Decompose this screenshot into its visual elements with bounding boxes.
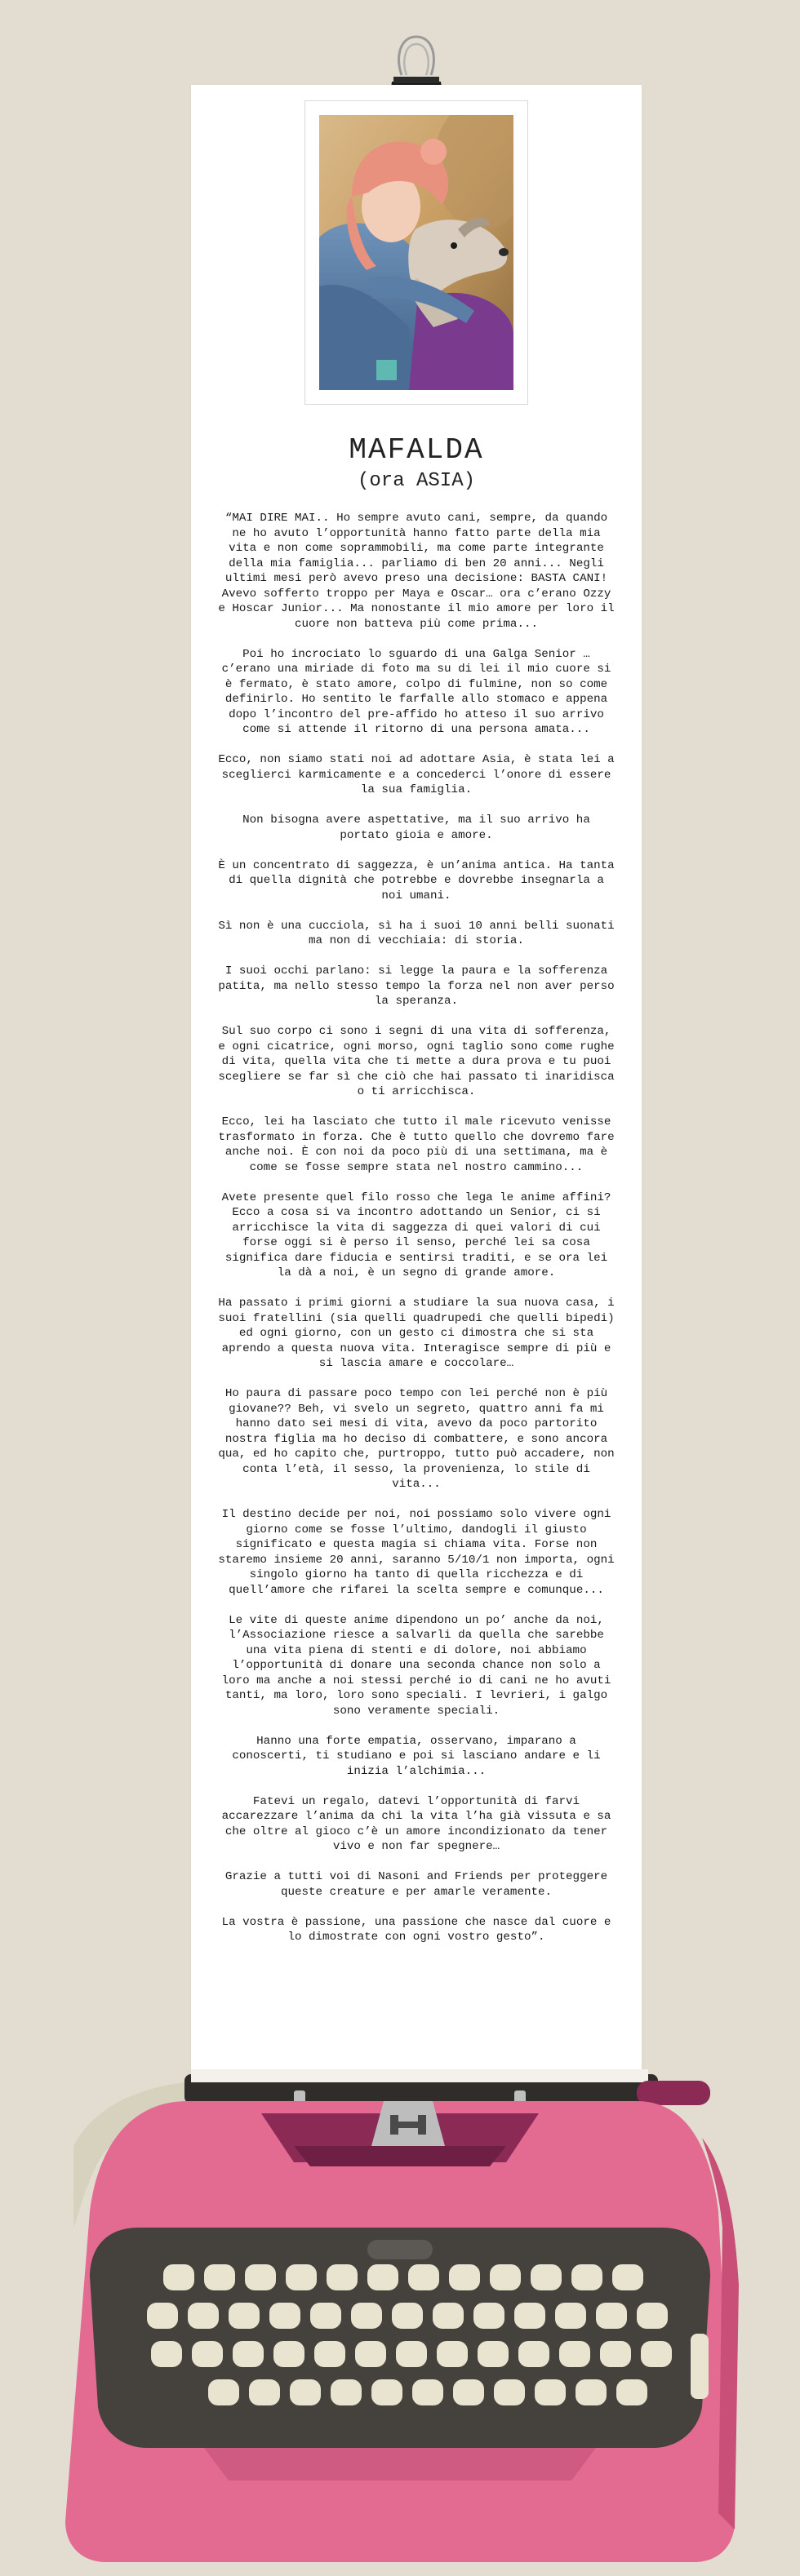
story-body [217,511,616,1960]
story-paragraph: Ecco, lei ha lasciato che tutto il male ricevuto venisse trasformato in forza. Che è tutto quello che dovremo fare anche noi. È con noi da poco più di una settimana, ma è come se fosse sempre stata nel nostro cammino... [218,1115,615,1174]
story-paragraph: I suoi occhi parlano: si legge la paura e la sofferenza patita, ma nello stesso tempo la forza nel non aver perso la speranza. [218,964,615,1008]
story-paragraph: Il destino decide per noi, noi possiamo solo vivere ogni giorno come se fosse l’ultimo, dandogli il giusto significato e questa magia si chiama vita. Forse non staremo insieme 20 anni, saranno 5/10/1 non importa, ogni singolo giorno ha tanto di quella ricchezza e di quell’amore che rifarei la scelta sempre e comunque... [218,1508,615,1597]
story-paragraph: Le vite di queste anime dipendono un po’ anche da noi, l’Associazione riesce a salvarli da quella che sarebbe una vita piena di stenti e di dolore, noi abbiamo l’opportunità di donare una seconda chance non solo a loro ma anche a noi stessi perché io di cani ne ho avuti tanti, ma loro, loro sono speciali. I levrieri, i galgo sono veramente speciali. [221,1613,611,1718]
story-paragraph: Ha passato i primi giorni a studiare la sua nuova casa, i suoi fratellini (sia quelli quadrupedi che quelli bipedi) ed ogni giorno, con un gesto ci dimostra che si sta aprendo a questa nuova vita. Interagisce sempre di più e si lascia amare e coccolare… [218,1297,615,1370]
story-paragraph: Poi ho incrociato lo sguardo di una Galga Senior … c’erano una miriade di foto ma su di lei il mio cuore si è fermato, è stato amore, colpo di fulmine, non so come definirlo. Ho sentito le farfalle allo stomaco e appena dopo l’incontro del pre-affido ho atteso il suo arrivo come si attende il ritorno di una persona amata... [221,647,611,736]
story-paragraph: Hanno una forte empatia, osservano, imparano a conoscerti, ti studiano e poi si lasciano andare e li inizia l’alchimia... [232,1734,601,1778]
story-paragraph: Non bisogna avere aspettative, ma il suo arrivo ha portato gioia e amore. [242,814,590,842]
story-paragraph: Fatevi un regalo, datevi l’opportunità di farvi accarezzare l’anima da chi la vita l’ha già vissuta e sa che oltre al gioco c’è un amore incondizionato da tener vivo e non far spegnere… [221,1794,611,1853]
story-title: MAFALDA [349,433,484,467]
story-paragraph: “MAI DIRE MAI.. Ho sempre avuto cani, sempre, da quando ne ho avuto l’opportunità hanno fatto parte della mia vita e non come soprammobili, ma come parte integrante della mia famiglia... parliamo di ben 20 anni... Negli ultimi mesi però avevo preso una decisione: BASTA CANI! Avevo sofferto troppo per Maya e Oscar… ora c’erano Ozzy e Hoscar Junior... Ma nonostante il mio amore per loro il cuore non batteva più come prima... [218,512,615,631]
typewriter-illustration [0,2024,800,2576]
story-paragraph: È un concentrato di saggezza, è un’anima antica. Ha tanta di quella dignità che potrebbe e dovrebbe insegnarla a noi umani. [218,858,615,902]
story-paragraph: Ecco, non siamo stati noi ad adottare Asia, è stata lei a sceglierci karmicamente e a concederci l’onore di essere la sua famiglia. [218,753,615,796]
story-paragraph: Avete presente quel filo rosso che lega le anime affini? Ecco a cosa si va incontro adottando un Senior, ci si arricchisce la vita di saggezza di quei valori di cui forse oggi si è perso il senso, perché lei sa cosa significa dare fiducia e sentirsi traditi, e se ora lei la dà a noi, è un segno di grande amore. [221,1190,611,1279]
story-paragraph: La vostra è passione, una passione che nasce dal cuore e lo dimostrate con ogni vostro gesto”. [221,1915,611,1944]
story-paragraph: Sì non è una cucciola, sì ha i suoi 10 anni belli suonati ma non di vecchiaia: di storia. [218,919,615,947]
photo-frame [304,100,528,405]
story-paragraph: Ho paura di passare poco tempo con lei perché non è più giovane?? Beh, vi svelo un segreto, quattro anni fa mi hanno dato sei mesi di vita, avevo da poco partorito nostra figlia ma ho deciso di combattere, e sono ancora qua, ed ho capito che, purtroppo, tutto può accadere, non conta l’età, il sesso, la provenienza, lo stile di vita... [218,1387,615,1491]
story-subtitle: (ora ASIA) [357,470,476,492]
girl-hugging-greyhound-photo [319,115,513,390]
story-paragraph: Grazie a tutti voi di Nasoni and Friends per proteggere queste creature e per amarle veramente. [224,1870,608,1899]
story-paragraph: Sul suo corpo ci sono i segni di una vita di sofferenza, e ogni cicatrice, ogni morso, ogni taglio sono come rughe di vita, quella vita che ti mette a dura prova e tu puoi scegliere se far sì che ciò che hai passato ti inaridisca o ti arricchisca. [218,1025,615,1098]
